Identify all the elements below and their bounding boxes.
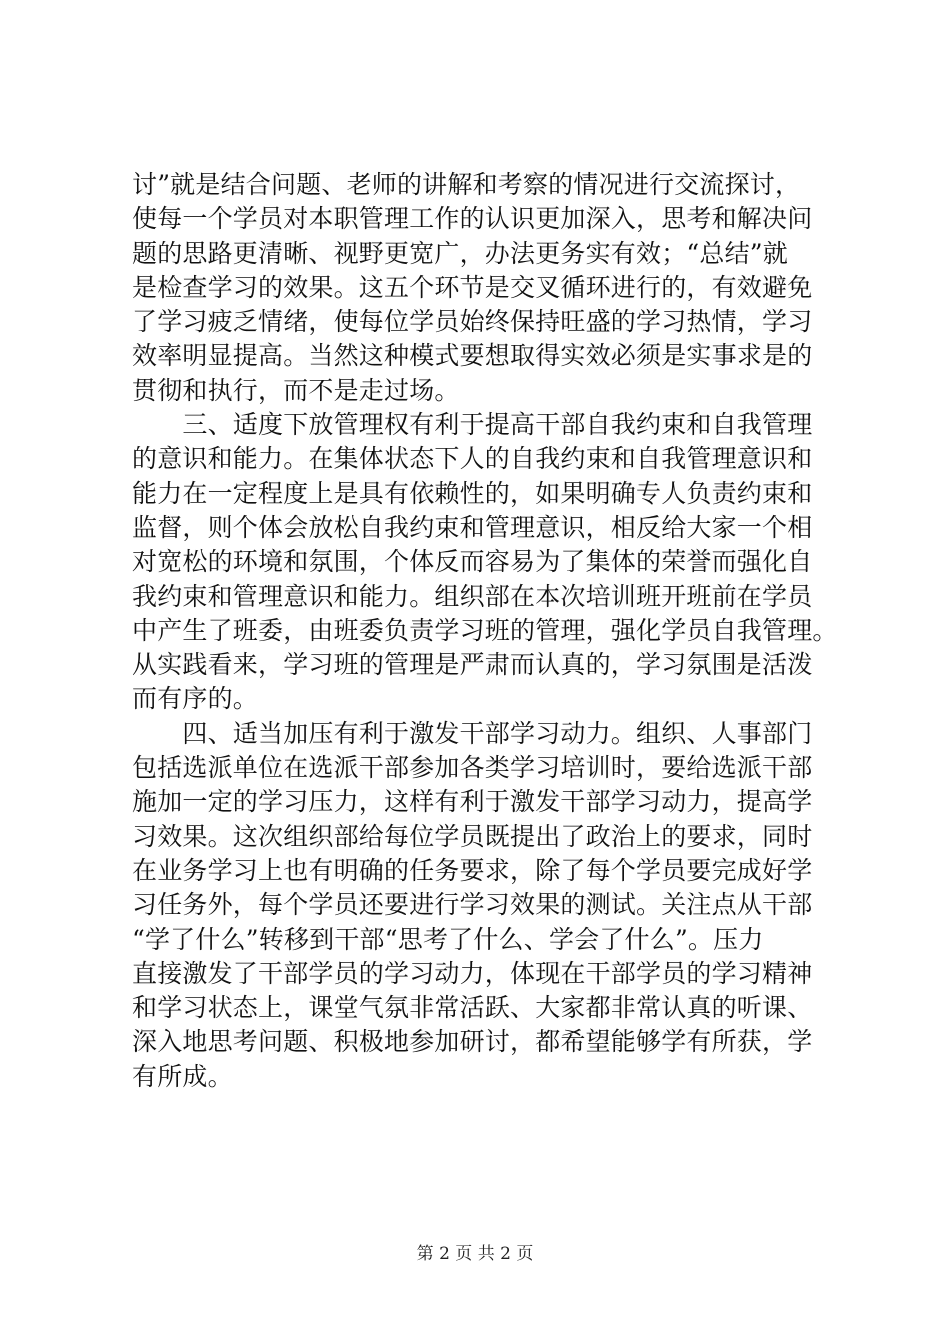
text-line: 从实践看来，学习班的管理是严肃而认真的，学习氛围是活泼 (132, 650, 813, 680)
text-line: 的意识和能力。在集体状态下人的自我约束和自我管理意识和 (132, 444, 813, 474)
page-number-footer: 第 2 页 共 2 页 (416, 1244, 534, 1264)
text-line: 和学习状态上，课堂气氛非常活跃、大家都非常认真的听课、 (132, 993, 813, 1023)
text-line: 习任务外，每个学员还要进行学习效果的测试。关注点从干部 (132, 890, 813, 920)
text-line: 在业务学习上也有明确的任务要求，除了每个学员要完成好学 (132, 855, 813, 885)
text-line: 中产生了班委，由班委负责学习班的管理，强化学员自我管理。 (132, 615, 838, 645)
text-line: 施加一定的学习压力，这样有利于激发干部学习动力，提高学 (132, 787, 813, 817)
body-text (132, 168, 838, 1094)
text-line: 讨”就是结合问题、老师的讲解和考察的情况进行交流探讨， (132, 170, 801, 199)
text-line: 能力在一定程度上是具有依赖性的，如果明确专人负责约束和 (132, 478, 813, 508)
text-line: 了学习疲乏情绪，使每位学员始终保持旺盛的学习热情，学习 (132, 307, 813, 337)
text-line: 对宽松的环境和氛围，个体反而容易为了集体的荣誉而强化自 (132, 547, 813, 577)
text-line: 直接激发了干部学员的学习动力，体现在干部学员的学习精神 (132, 958, 813, 988)
text-line: 习效果。这次组织部给每位学员既提出了政治上的要求，同时 (132, 821, 813, 851)
text-line: 贯彻和执行，而不是走过场。 (132, 375, 460, 405)
text-line: 是检查学习的效果。这五个环节是交叉循环进行的，有效避免 (132, 272, 813, 302)
text-line: 深入地思考问题、积极地参加研讨，都希望能够学有所获，学 (132, 1027, 813, 1057)
text-line: 效率明显提高。当然这种模式要想取得实效必须是实事求是的 (132, 341, 813, 371)
text-line: 有所成。 (132, 1061, 233, 1091)
text-line: 包括选派单位在选派干部参加各类学习培训时，要给选派干部 (132, 753, 813, 783)
text-line: 题的思路更清晰、视野更宽广，办法更务实有效；“总结”就 (132, 238, 788, 268)
text-line: 监督，则个体会放松自我约束和管理意识，相反给大家一个相 (132, 512, 813, 542)
text-line: 使每一个学员对本职管理工作的认识更加深入，思考和解决问 (132, 204, 813, 234)
text-line: 三、适度下放管理权有利于提高干部自我约束和自我管理 (132, 410, 813, 440)
text-line: 我约束和管理意识和能力。组织部在本次培训班开班前在学员 (132, 581, 813, 611)
text-line: 四、适当加压有利于激发干部学习动力。组织、人事部门 (132, 718, 813, 748)
text-line: “学了什么”转移到干部“思考了什么、学会了什么”。压力 (132, 924, 764, 954)
text-line: 而有序的。 (132, 684, 259, 714)
